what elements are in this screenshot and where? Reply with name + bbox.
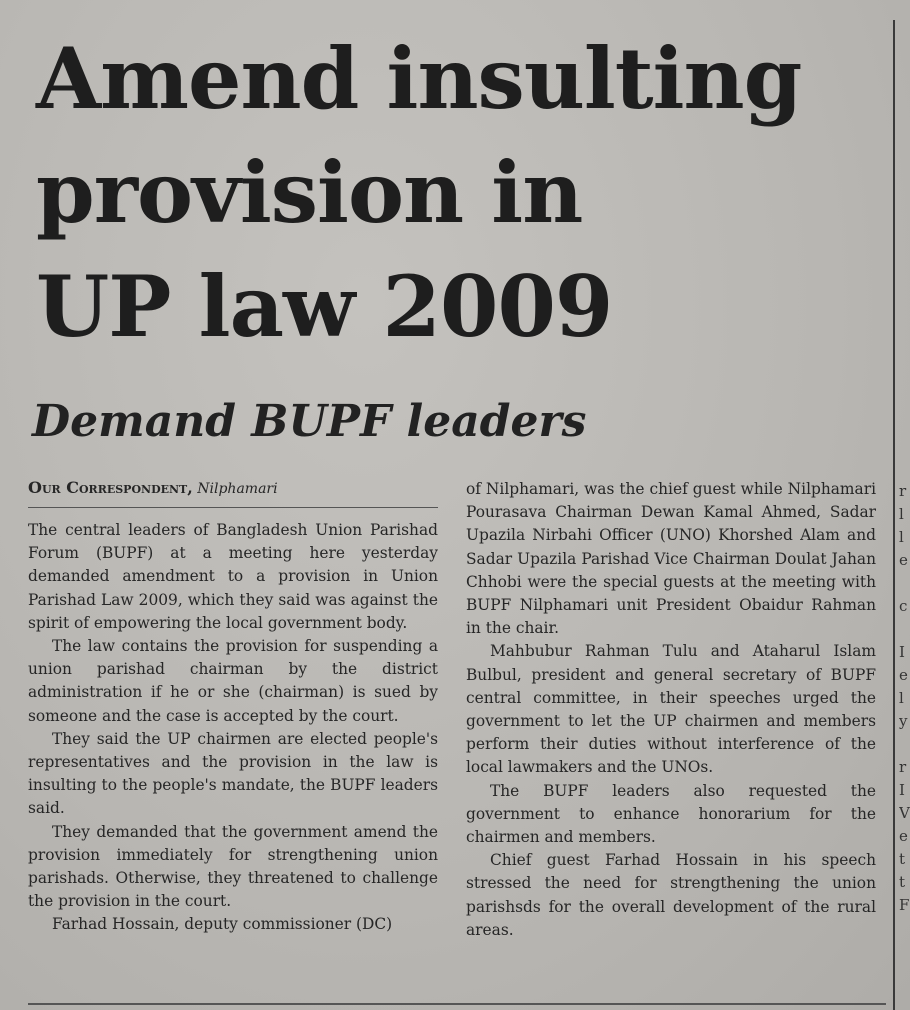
subheadline: Demand BUPF leaders — [32, 396, 587, 447]
fragment: t — [899, 850, 906, 868]
paragraph: They said the UP chairmen are elected people's representatives and the provision in the law is insulting to the people's mandate, the BUPF leaders said. — [28, 729, 438, 818]
fragment: t — [899, 873, 906, 891]
fragment — [899, 618, 910, 641]
headline-line-1: Amend insulting — [36, 29, 802, 128]
fragment: r — [899, 482, 907, 500]
byline — [28, 478, 438, 508]
fragment: e — [899, 666, 908, 684]
article-column-1 — [28, 478, 438, 937]
byline-place: Nilphamari — [197, 481, 278, 497]
fragment: l — [899, 528, 904, 546]
fragment: V — [899, 804, 910, 822]
paragraph: Chief guest Farhad Hossain in his speech stressed the need for strengthening the union parishsds for the overall development of the rural areas. — [466, 851, 876, 939]
fragment: e — [899, 551, 908, 569]
bottom-divider — [28, 1003, 886, 1005]
fragment — [899, 733, 910, 756]
article-column-2 — [466, 478, 876, 942]
fragment: r — [899, 758, 907, 776]
headline-line-2: provision in — [36, 143, 583, 242]
fragment: c — [899, 597, 908, 615]
fragment: I — [899, 643, 905, 661]
fragment: y — [899, 712, 908, 730]
paragraph: of Nilphamari, was the chief guest while Nilphamari Pourasava Chairman Dewan Kamal Ahmed, Sadar Upazila Nirbahi Officer (UNO) Khorshed Alam and Sadar Upazila Parishad Vice Chairman Doulat Jahan Chhobi were the special guests at the meeting with BUPF Nilphamari unit President Obaidur Rahman in the chair. — [466, 480, 876, 638]
byline-name: Our Correspondent, — [28, 478, 193, 497]
column-divider — [893, 20, 895, 1010]
fragment: F — [899, 896, 910, 914]
headline — [36, 22, 896, 364]
fragment: l — [899, 689, 904, 707]
paragraph: Farhad Hossain, deputy commissioner (DC) — [52, 915, 393, 934]
adjacent-column-fragments — [899, 480, 910, 917]
fragment — [899, 572, 910, 595]
fragment: e — [899, 827, 908, 845]
headline-line-3: UP law 2009 — [36, 257, 613, 356]
paragraph: They demanded that the government amend the provision immediately for strengthening union parishads. Otherwise, they threatened to challenge the provision in the court. — [28, 822, 438, 911]
paragraph: The BUPF leaders also requested the government to enhance honorarium for the chairmen and members. — [466, 781, 876, 847]
paragraph: The law contains the provision for suspending a union parishad chairman by the district administration if he or she (chairman) is sued by someone and the case is accepted by the court. — [28, 637, 438, 725]
fragment: I — [899, 781, 905, 799]
paragraph: The central leaders of Bangladesh Union Parishad Forum (BUPF) at a meeting here yesterday demanded amendment to a provision in Union Parishad Law 2009, which they said was against the spirit of empowering the local government body. — [28, 521, 438, 632]
paragraph: Mahbubur Rahman Tulu and Ataharul Islam Bulbul, president and general secretary of BUPF central committee, in their speeches urged the government to let the UP chairmen and members perform their duties without interference of the local lawmakers and the UNOs. — [466, 642, 876, 777]
fragment: l — [899, 505, 904, 523]
